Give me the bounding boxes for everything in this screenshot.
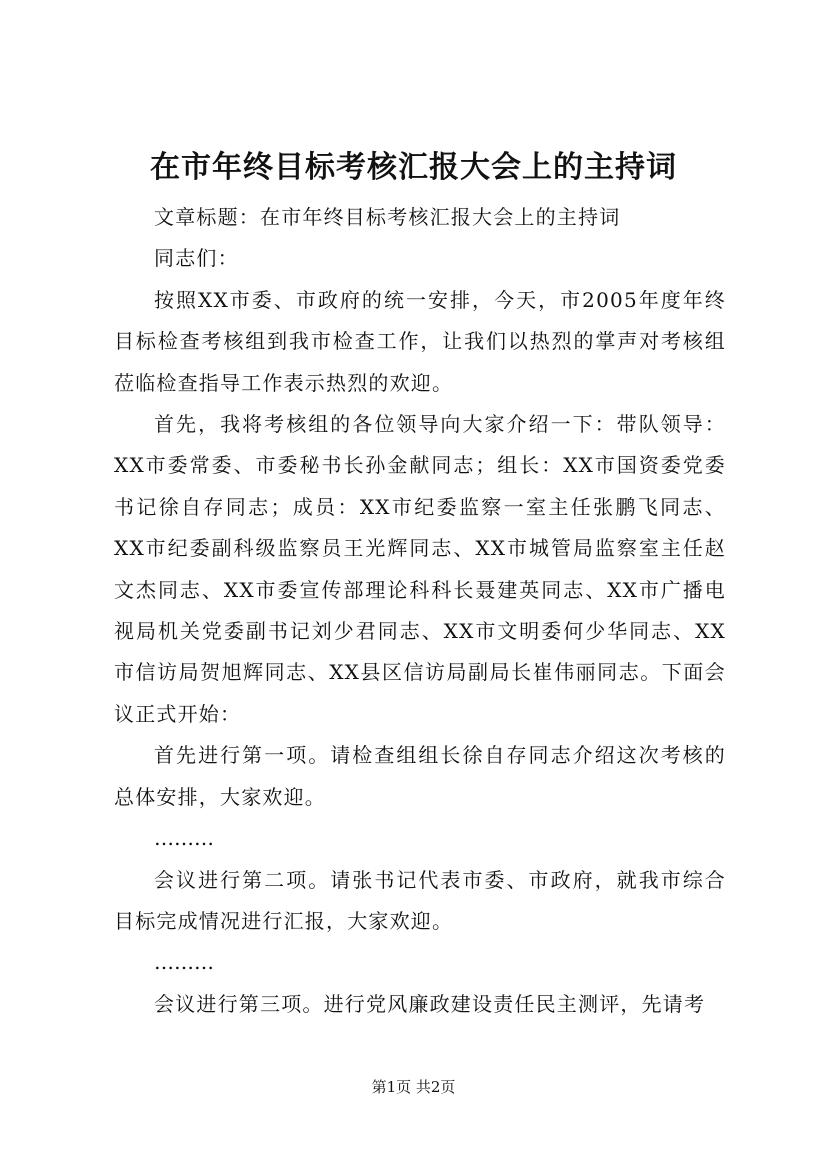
- document-title: 在市年终目标考核汇报大会上的主持词: [150, 150, 677, 185]
- salutation: 同志们：: [154, 246, 239, 271]
- paragraph-item-two: 会议进行第二项。请张书记代表市委、市政府，就我市综合目标完成情况进行汇报，大家欢迎。: [114, 867, 726, 933]
- page-number-footer: 第1页 共2页: [371, 1078, 456, 1096]
- article-title-line: 文章标题：在市年终目标考核汇报大会上的主持词: [154, 205, 621, 229]
- ellipsis-separator: ………: [154, 950, 214, 975]
- paragraph-introductions: 首先，我将考核组的各位领导向大家介绍一下：带队领导：XX市委常委、市委秘书长孙金献同志；组长：XX市国资委党委书记徐自存同志；成员：XX市纪委监察一室主任张鹏飞同志、XX市纪委副科级监察员王光辉同志、XX市城管局监察室主任赵文杰同志、XX市委宣传部理论科科长聂建英同志、XX市广播电视局机关党委副书记刘少君同志、XX市文明委何少华同志、XX市信访局贺旭辉同志、XX县区信访局副局长崔伟丽同志。下面会议正式开始：: [114, 412, 726, 726]
- document-body: [114, 197, 726, 1025]
- paragraph-item-one: 首先进行第一项。请检查组组长徐自存同志介绍这次考核的总体安排，大家欢迎。: [114, 743, 726, 809]
- paragraph-item-three: 会议进行第三项。进行党风廉政建设责任民主测评，先请考: [154, 991, 706, 1016]
- paragraph-intro: 按照XX市委、市政府的统一安排，今天，市2005年度年终目标检查考核组到我市检查工作，让我们以热烈的掌声对考核组莅临检查指导工作表示热烈的欢迎。: [114, 287, 726, 395]
- ellipsis-separator: ………: [154, 826, 214, 851]
